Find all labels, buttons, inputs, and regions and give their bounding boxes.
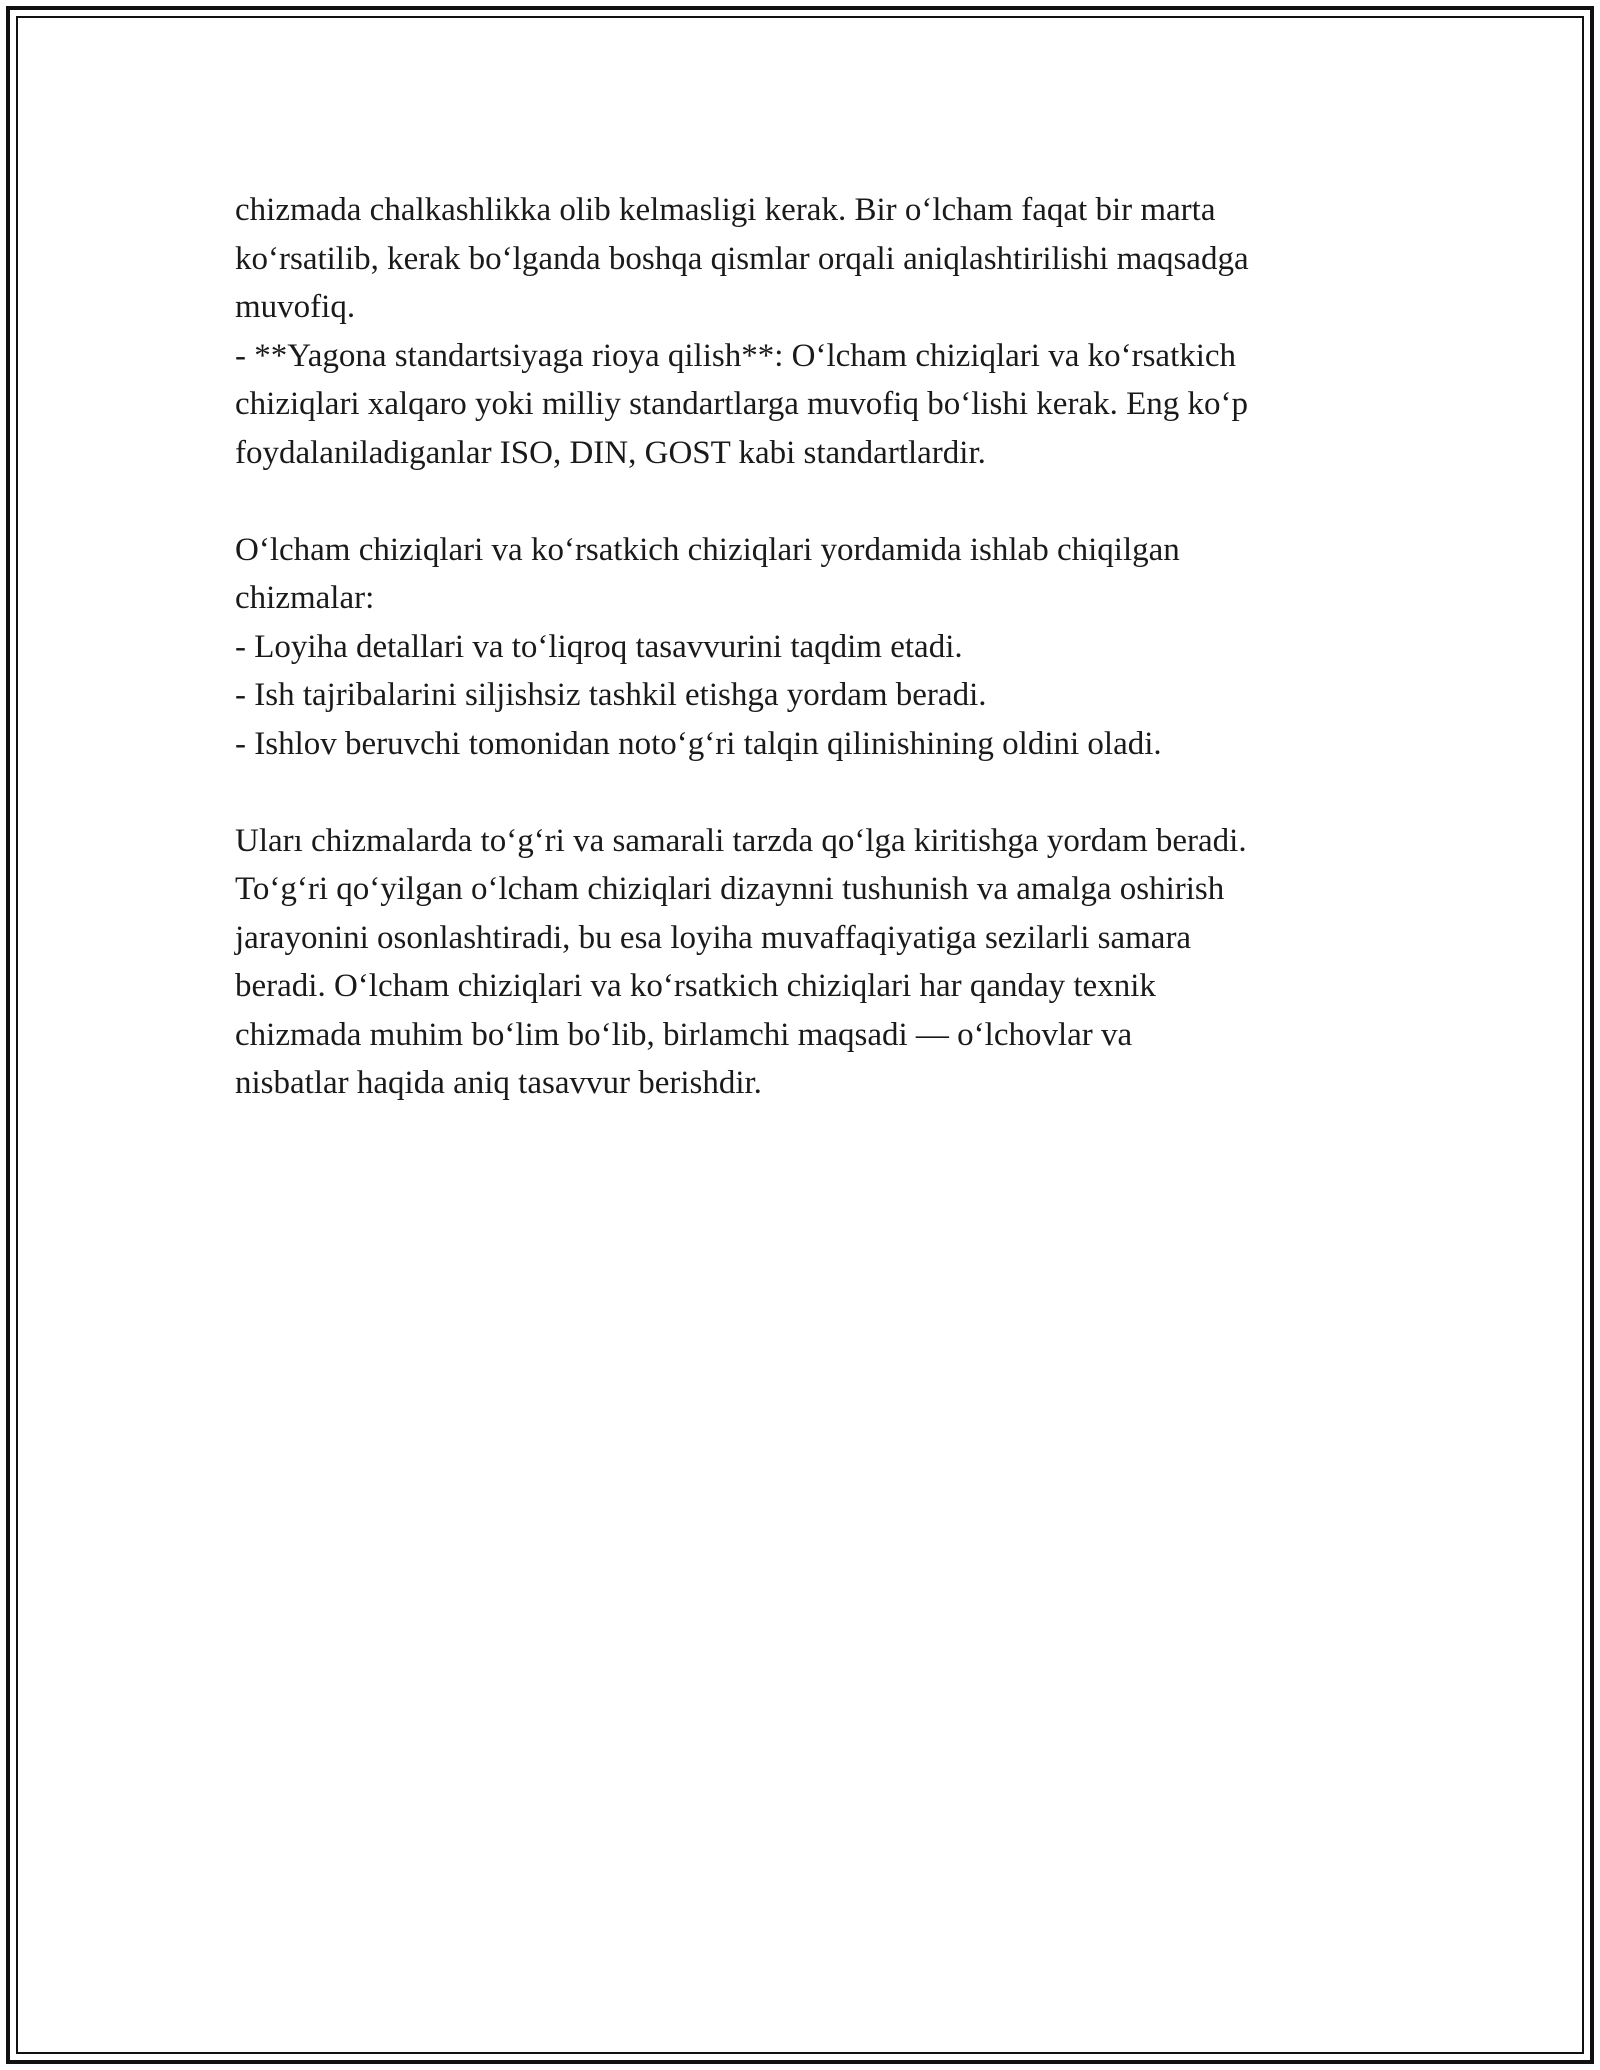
text-line: koʻrsatilib, kerak boʻlganda boshqa qismlar orqali aniqlashtirilishi maqsadga (235, 240, 1249, 277)
text-line: jarayonini osonlashtiradi, bu esa loyiha muvaffaqiyatiga sezilarli samara (235, 919, 1192, 956)
text-line: chiziqlari xalqaro yoki milliy standartlarga muvofiq boʻlishi kerak. Eng koʻp (235, 386, 1248, 422)
text-line: muvofiq. (235, 289, 356, 325)
text-line: chizmada muhim boʻlim boʻlib, birlamchi maqsadi — oʻlchovlar va (235, 1016, 1133, 1053)
list-item: - Ishlov beruvchi tomonidan notoʻgʻri talqin qilinishining oldini oladi. (235, 725, 1162, 762)
list-item: - Ish tajribalarini siljishsiz tashkil etishga yordam beradi. (235, 677, 987, 713)
text-line: beradi. Oʻlcham chiziqlari va koʻrsatkich chiziqlari har qanday texnik (235, 968, 1156, 1004)
text-line: Toʻgʻri qoʻyilgan oʻlcham chiziqlari dizaynni tushunish va amalga oshirish (235, 871, 1225, 907)
text-line: chizmada chalkashlikka olib kelmasligi kerak. Bir oʻlcham faqat bir marta (235, 192, 1216, 228)
text-line: nisbatlar haqida aniq tasavvur berishdir. (235, 1065, 762, 1101)
paragraph-1 (235, 186, 1395, 477)
paragraph-gap (235, 477, 1395, 526)
text-line: - **Yagona standartsiyaga rioya qilish**: Oʻlcham chiziqlari va koʻrsatkich (235, 337, 1237, 374)
list-item: - Loyiha detallari va toʻliqroq tasavvurini taqdim etadi. (235, 628, 963, 665)
text-line: chizmalar: (235, 580, 375, 616)
text-line: Uları chizmalarda toʻgʻri va samarali tarzda qoʻlga kiritishga yordam beradi. (235, 822, 1247, 859)
paragraph-3 (235, 817, 1395, 1108)
text-line: foydalaniladiganlar ISO, DIN, GOST kabi standartlardir. (235, 434, 986, 471)
text-line: Oʻlcham chiziqlari va koʻrsatkich chiziqlari yordamida ishlab chiqilgan (235, 531, 1180, 568)
paragraph-gap (235, 768, 1395, 817)
paragraph-2 (235, 526, 1395, 769)
document-body (235, 186, 1395, 1108)
